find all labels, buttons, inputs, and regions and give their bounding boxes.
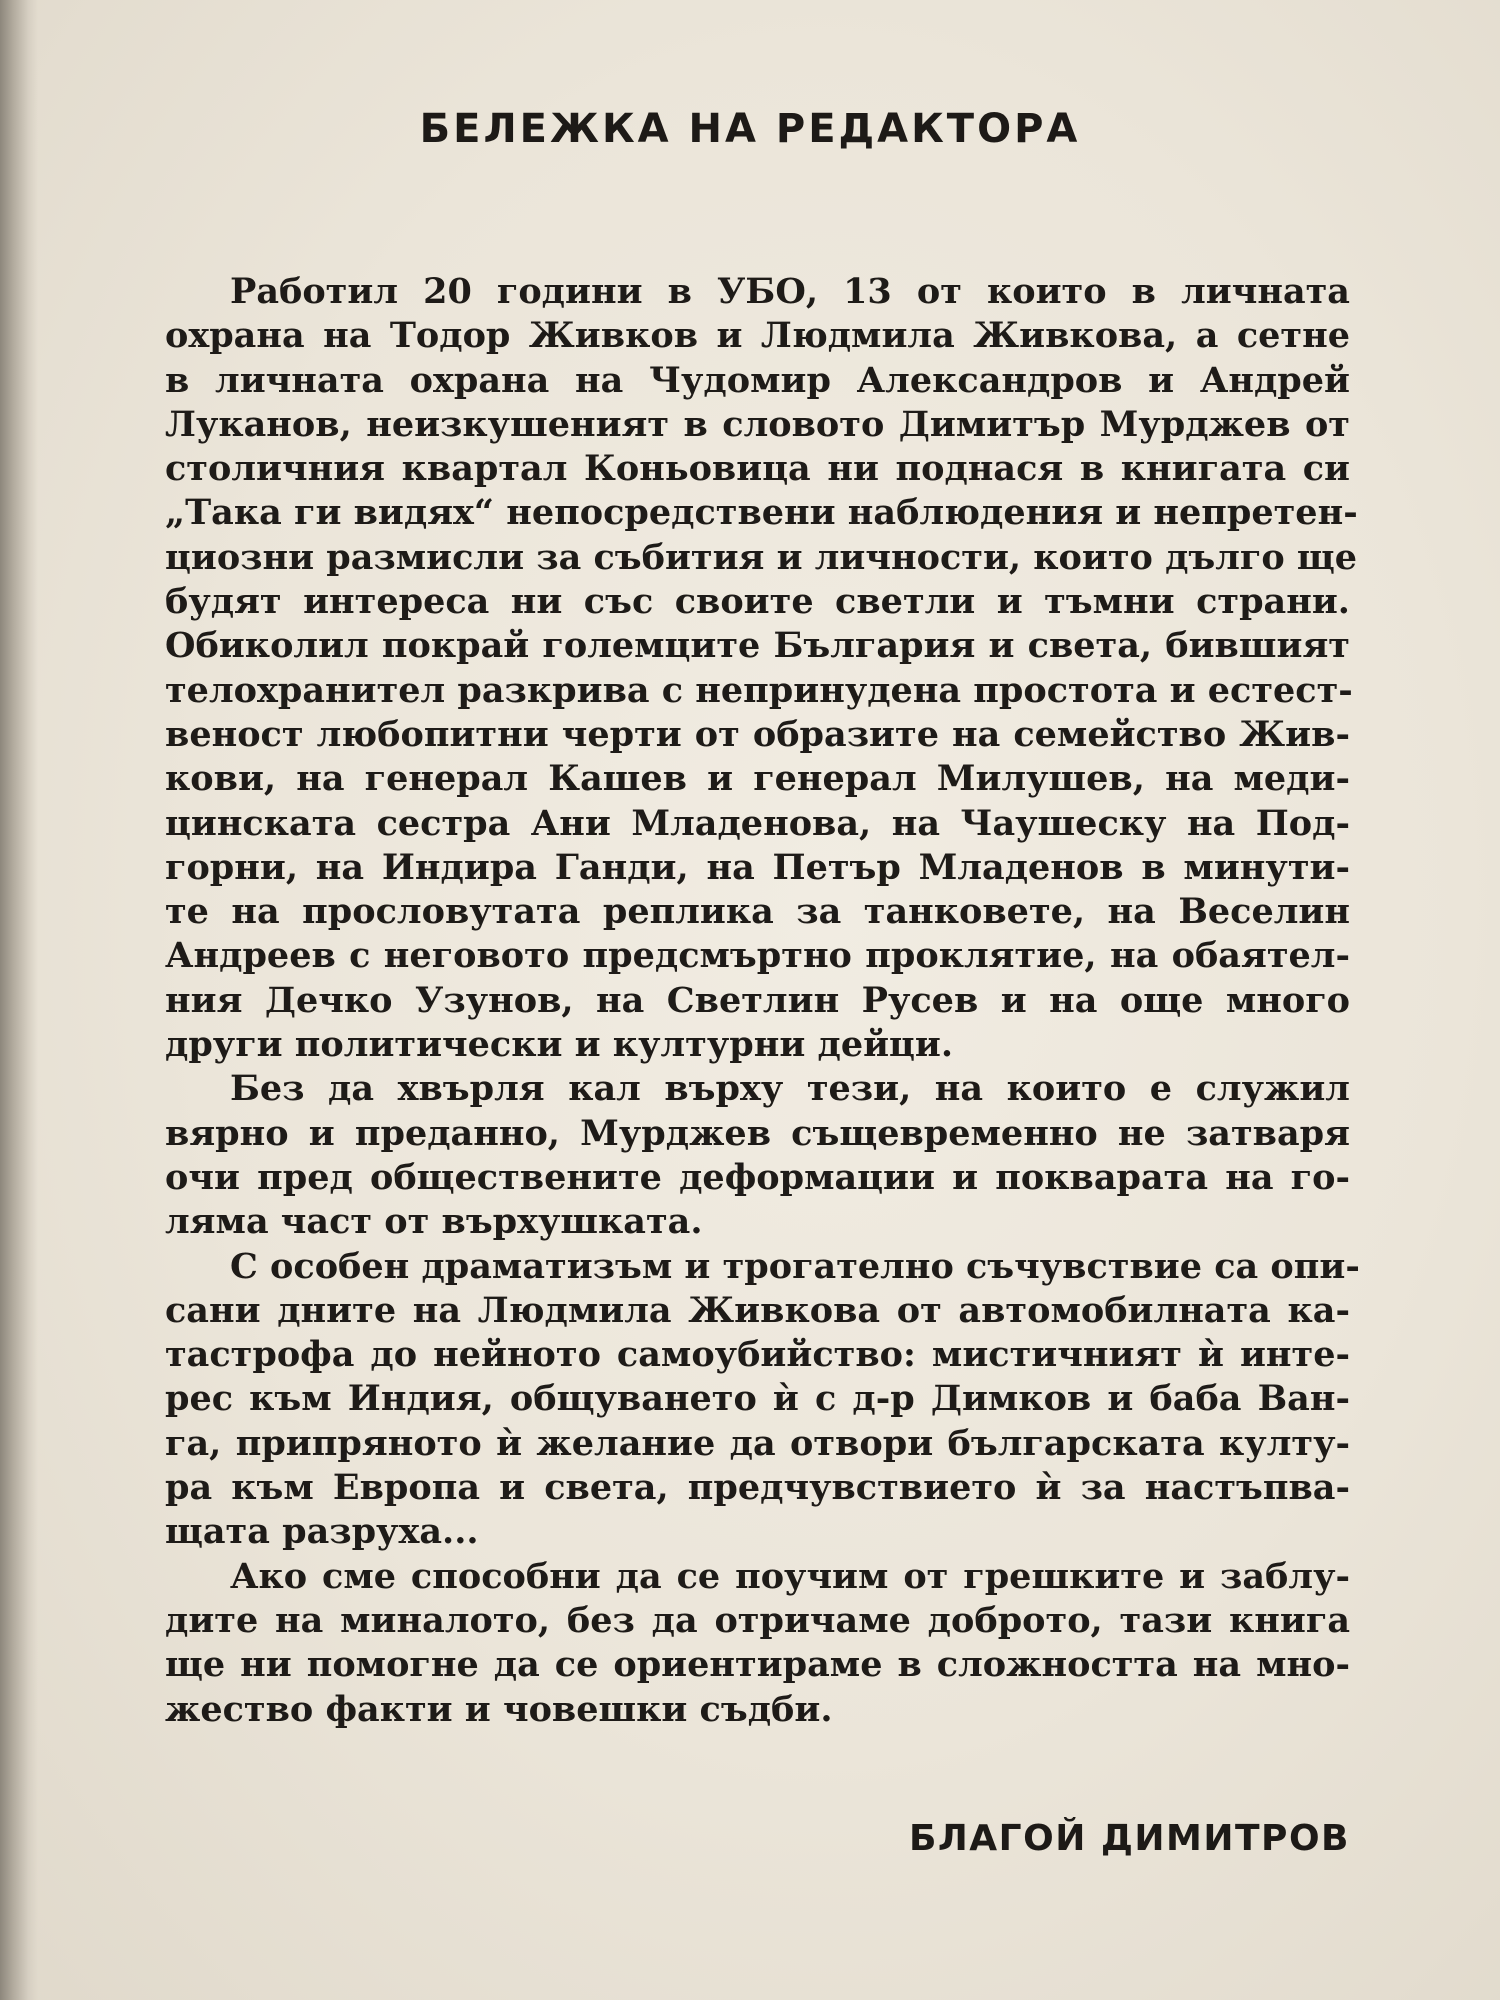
text-line: рес към Индия, общуването ѝ с д-р Димков и баба Ван- xyxy=(165,1378,1350,1420)
text-line: Без да хвърля кал върху тези, на които е служил xyxy=(230,1068,1350,1110)
text-line: тастрофа до нейното самоубийство: мистичният ѝ инте- xyxy=(165,1334,1350,1376)
text-line: Обиколил покрай големците България и света, бившият xyxy=(165,625,1350,667)
text-line: столичния квартал Коньовица ни поднася в книгата си xyxy=(165,448,1350,490)
text-line: га, припряното ѝ желание да отвори българската култу- xyxy=(165,1422,1350,1464)
paragraph-3 xyxy=(165,1245,1360,1555)
text-line: будят интереса ни със своите светли и тъмни страни. xyxy=(165,581,1350,623)
page-gutter-shadow xyxy=(0,0,38,2000)
text-line: дите на миналото, без да отричаме доброто, тази книга xyxy=(165,1599,1350,1641)
author-signature: БЛАГОЙ ДИМИТРОВ xyxy=(908,1818,1350,1859)
paragraph-2 xyxy=(165,1067,1350,1244)
text-line: горни, на Индира Ганди, на Петър Младенов в минути- xyxy=(165,846,1350,888)
text-line: сани дните на Людмила Живкова от автомобилната ка- xyxy=(165,1289,1350,1331)
text-line: охрана на Тодор Живков и Людмила Живкова, а сетне xyxy=(165,315,1350,357)
text-line: ра към Европа и света, предчувствието ѝ за настъпва- xyxy=(165,1467,1350,1509)
text-line: ще ни помогне да се ориентираме в сложността на мно- xyxy=(165,1644,1350,1686)
text-line: Работил 20 години в УБО, 13 от които в личната xyxy=(230,271,1350,312)
text-line: Ако сме способни да се поучим от грешките и заблу- xyxy=(230,1555,1350,1597)
text-line: други политически и културни дейци. xyxy=(165,1024,954,1066)
text-line: С особен драматизъм и трогателно съчувствие са опи- xyxy=(230,1245,1360,1287)
text-line: щата разруха... xyxy=(165,1511,479,1553)
text-line: ния Дечко Узунов, на Светлин Русев и на още много xyxy=(165,979,1350,1021)
text-line: в личната охрана на Чудомир Александров и Андрей xyxy=(165,359,1350,401)
text-line: циозни размисли за събития и личности, които дълго ще xyxy=(165,536,1358,578)
text-line: телохранител разкрива с непринудена простота и естест- xyxy=(165,669,1353,711)
text-line: вярно и преданно, Мурджев същевременно не затваря xyxy=(165,1112,1350,1154)
text-line: веност любопитни черти от образите на семейство Жив- xyxy=(165,713,1350,755)
text-line: кови, на генерал Кашев и генерал Милушев, на меди- xyxy=(165,758,1350,800)
body-text xyxy=(165,270,1360,1732)
text-line: цинската сестра Ани Младенова, на Чаушеску на Под- xyxy=(165,802,1350,844)
text-line: Андреев с неговото предсмъртно проклятие, на обаятел- xyxy=(165,935,1350,977)
text-line: „Така ги видях“ непосредствени наблюдения и непретен- xyxy=(165,492,1358,534)
paragraph-1 xyxy=(165,270,1358,1067)
text-line: те на прословутата реплика за танковете, на Веселин xyxy=(165,891,1350,933)
page-title: БЕЛЕЖКА НА РЕДАКТОРА xyxy=(419,106,1081,152)
text-line: ляма част от върхушката. xyxy=(165,1201,703,1243)
text-line: очи пред обществените деформации и покварата на го- xyxy=(165,1156,1350,1198)
text-line: жество факти и човешки съдби. xyxy=(165,1688,833,1730)
text-line: Луканов, неизкушеният в словото Димитър Мурджев от xyxy=(165,403,1350,445)
paragraph-4 xyxy=(165,1555,1350,1732)
